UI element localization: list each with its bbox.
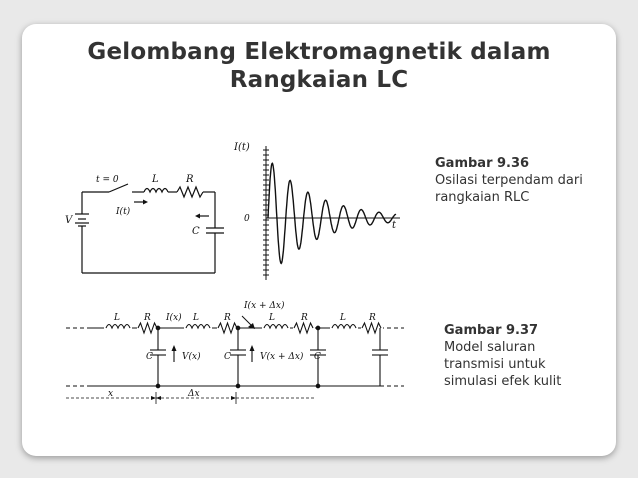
tl-label-dx: Δx (188, 389, 200, 399)
figure-9-36-title: Gambar 9.36 (435, 156, 530, 171)
tl-label-l4: L (340, 313, 346, 323)
plot-y-axis-label: I(t) (234, 142, 250, 153)
tl-label-ixdx: I(x + Δx) (244, 301, 285, 311)
tl-label-r3: R (301, 313, 308, 323)
title-line-1: Gelombang Elektromagnetik dalam (87, 39, 551, 65)
transmission-line-diagram (62, 298, 407, 406)
tl-label-x: x (108, 389, 114, 399)
tl-label-l2: L (193, 313, 199, 323)
slide-title (22, 38, 616, 94)
tl-label-r1: R (144, 313, 151, 323)
source-label: V (65, 215, 73, 226)
tl-label-r4: R (369, 313, 376, 323)
tl-label-vxdx: V(x + Δx) (260, 352, 304, 362)
damped-oscillation-curve (268, 163, 396, 263)
tl-label-c3: C (314, 352, 321, 362)
damped-oscillation-plot (232, 138, 422, 286)
figure-9-37-caption (444, 322, 614, 390)
tl-label-c2: C (224, 352, 231, 362)
tl-label-r2: R (224, 313, 231, 323)
figure-9-36-description: Osilasi terpendam dari rangkaian RLC (435, 173, 583, 205)
inductor-label: L (152, 174, 159, 185)
figure-9-37-title: Gambar 9.37 (444, 323, 539, 338)
switch-label: t = 0 (96, 175, 119, 185)
plot-origin-label: 0 (244, 214, 250, 224)
tl-label-l1: L (114, 313, 120, 323)
tl-label-c1: C (146, 352, 153, 362)
slide (22, 24, 616, 456)
figure-9-37-description: Model saluran transmisi untuk simulasi efek kulit (444, 340, 562, 389)
figure-9-36-caption (435, 155, 613, 206)
rlc-circuit-diagram (62, 170, 237, 285)
plot-x-axis-label: t (392, 220, 397, 231)
capacitor-label: C (192, 226, 200, 237)
tl-label-l3: L (269, 313, 275, 323)
tl-label-ix: I(x) (166, 313, 182, 323)
resistor-label: R (186, 174, 194, 185)
current-label: I(t) (116, 207, 131, 217)
tl-label-vx: V(x) (182, 352, 201, 362)
title-line-2: Rangkaian LC (229, 67, 409, 93)
